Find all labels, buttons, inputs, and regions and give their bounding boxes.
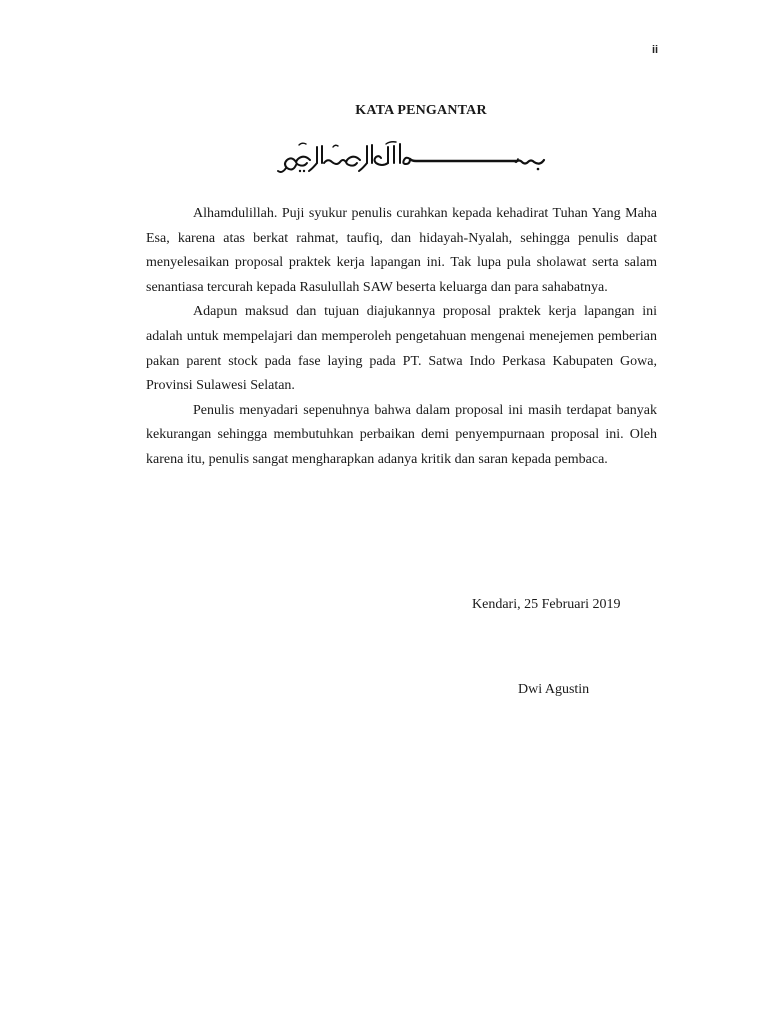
page-title: KATA PENGANTAR [355, 103, 487, 118]
page-number: ii [651, 44, 659, 56]
signature-place-date: Kendari, 25 Februari 2019 [472, 597, 621, 612]
paragraph-3: Penulis menyadari sepenuhnya bahwa dalam proposal ini masih terdapat banyak kekurangan sehingga membutuhkan perbaikan demi penyempurnaan proposal ini. Oleh karena itu, penulis sangat mengharapkan adanya kritik dan saran kepada pembaca. [146, 402, 657, 467]
paragraph-2: Adapun maksud dan tujuan diajukannya proposal praktek kerja lapangan ini adalah untuk mempelajari dan memperoleh pengetahuan mengenai menejemen pemberian pakan parent stock pada fase laying pada PT. Satwa Indo Perkasa Kabupaten Gowa, Provinsi Sulawesi Selatan. [146, 304, 657, 394]
signature-name: Dwi Agustin [518, 682, 590, 697]
preface-body [146, 202, 657, 473]
basmalah-calligraphy-icon [276, 138, 548, 180]
paragraph-1: Alhamdulillah. Puji syukur penulis curahkan kepada kehadirat Tuhan Yang Maha Esa, karena atas berkat rahmat, taufiq, dan hidayah-Nyalah, sehingga penulis dapat menyelesaikan proposal praktek kerja lapangan ini. Tak lupa pula sholawat serta salam senantiasa tercurah kepada Rasulullah SAW beserta keluarga dan para sahabatnya. [146, 206, 657, 295]
